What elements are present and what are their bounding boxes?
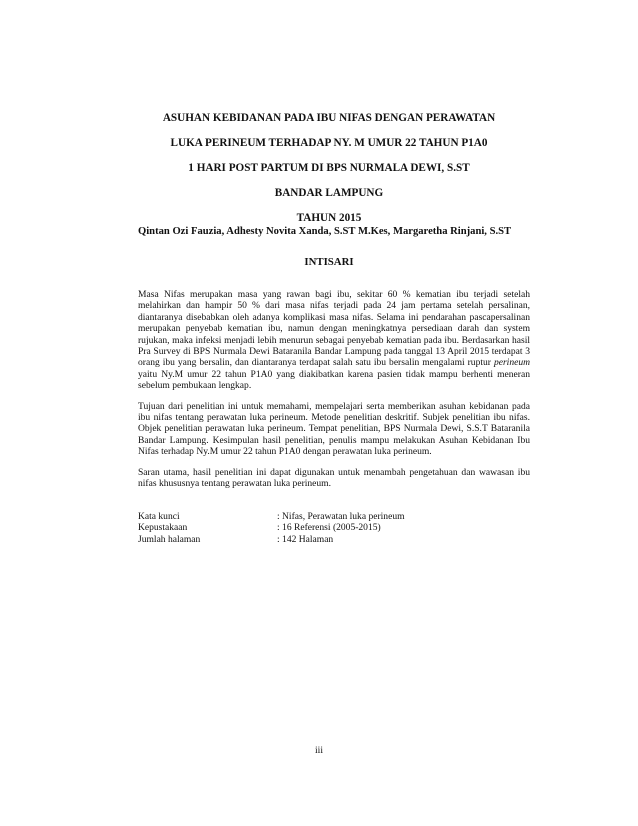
paragraph-1-text-end: yaitu Ny.M umur 22 tahun P1A0 yang diakibatkan karena pasien tidak mampu berhenti meneran sebelum pembukaan lengkap.	[138, 368, 530, 392]
abstract-paragraph-2: Tujuan dari penelitian ini untuk memahami, mempelajari serta memberikan asuhan kebidanan pada ibu nifas tentang perawatan luka perineum. Metode penelitian deskritif. Subjek penelitian ibu nifas. Objek penelitian perawatan luka perineum. Tempat penelitian, BPS Nurmala Dewi, S.S.T Bataranila Bandar Lampung. Kesimpulan hasil penelitian, penulis mampu melakukan Asuhan Kebidanan Ibu Nifas terhadap Ny.M umur 22 tahun P1A0 dengan perawatan luka perineum.	[138, 400, 530, 458]
title-line-4: BANDAR LAMPUNG	[274, 187, 384, 199]
title-line-2: LUKA PERINEUM TERHADAP NY. M UMUR 22 TAHUN P1A0	[170, 137, 488, 149]
paragraph-1-text-start: Masa Nifas merupakan masa yang rawan bagi ibu, sekitar 60 % kematian ibu terjadi setelah melahirkan dan hampir 50 % dari masa nifas terjadi pada 24 jam pertama setelah persalinan, diantaranya disebabkan oleh adanya komplikasi masa nifas. Selama ini pendarahan pascapersalinan merupakan penyebab kematian ibu, namun dengan meningkatnya persediaan darah dan system rujukan, maka infeksi menjadi lebih menurun sebagai penyebab kematian pada ibu. Berdasarkan hasil Pra Survey di BPS Nurmala Dewi Bataranila Bandar Lampung pada tanggal 13 April 2015 terdapat 3 orang ibu yang bersalin, dan diantaranya terdapat salah satu ibu bersalin mengalami ruptur	[138, 289, 530, 369]
abstract-paragraph-3: Saran utama, hasil penelitian ini dapat digunakan untuk menambah pengetahuan dan wawasan ibu nifas khususnya tentang perawatan luka perineum.	[138, 466, 530, 490]
document-title	[120, 106, 538, 231]
keyword-row	[138, 511, 405, 522]
keyword-label: Jumlah halaman	[138, 533, 201, 545]
title-line-5: TAHUN 2015	[296, 212, 362, 224]
keyword-table	[138, 511, 405, 545]
title-line-1: ASUHAN KEBIDANAN PADA IBU NIFAS DENGAN PERAWATAN	[162, 112, 496, 124]
keyword-value: : 16 Referensi (2005-2015)	[277, 522, 381, 534]
title-line-3: 1 HARI POST PARTUM DI BPS NURMALA DEWI, S.ST	[188, 162, 470, 174]
keyword-label: Kata kunci	[138, 511, 180, 522]
keyword-value: : Nifas, Perawatan luka perineum	[277, 511, 405, 522]
keyword-row	[138, 534, 405, 545]
keyword-value: : 142 Halaman	[277, 533, 334, 545]
keyword-label: Kepustakaan	[138, 522, 188, 534]
section-heading: INTISARI	[304, 256, 354, 268]
abstract-paragraph-1	[138, 289, 530, 392]
abstract-body	[138, 289, 530, 498]
page-number: iii	[315, 745, 323, 756]
author-list: Qintan Ozi Fauzia, Adhesty Novita Xanda, S.ST M.Kes, Margaretha Rinjani, S.ST	[138, 226, 512, 237]
paragraph-1-italic-term: perineum	[493, 357, 530, 369]
keyword-row	[138, 522, 405, 533]
